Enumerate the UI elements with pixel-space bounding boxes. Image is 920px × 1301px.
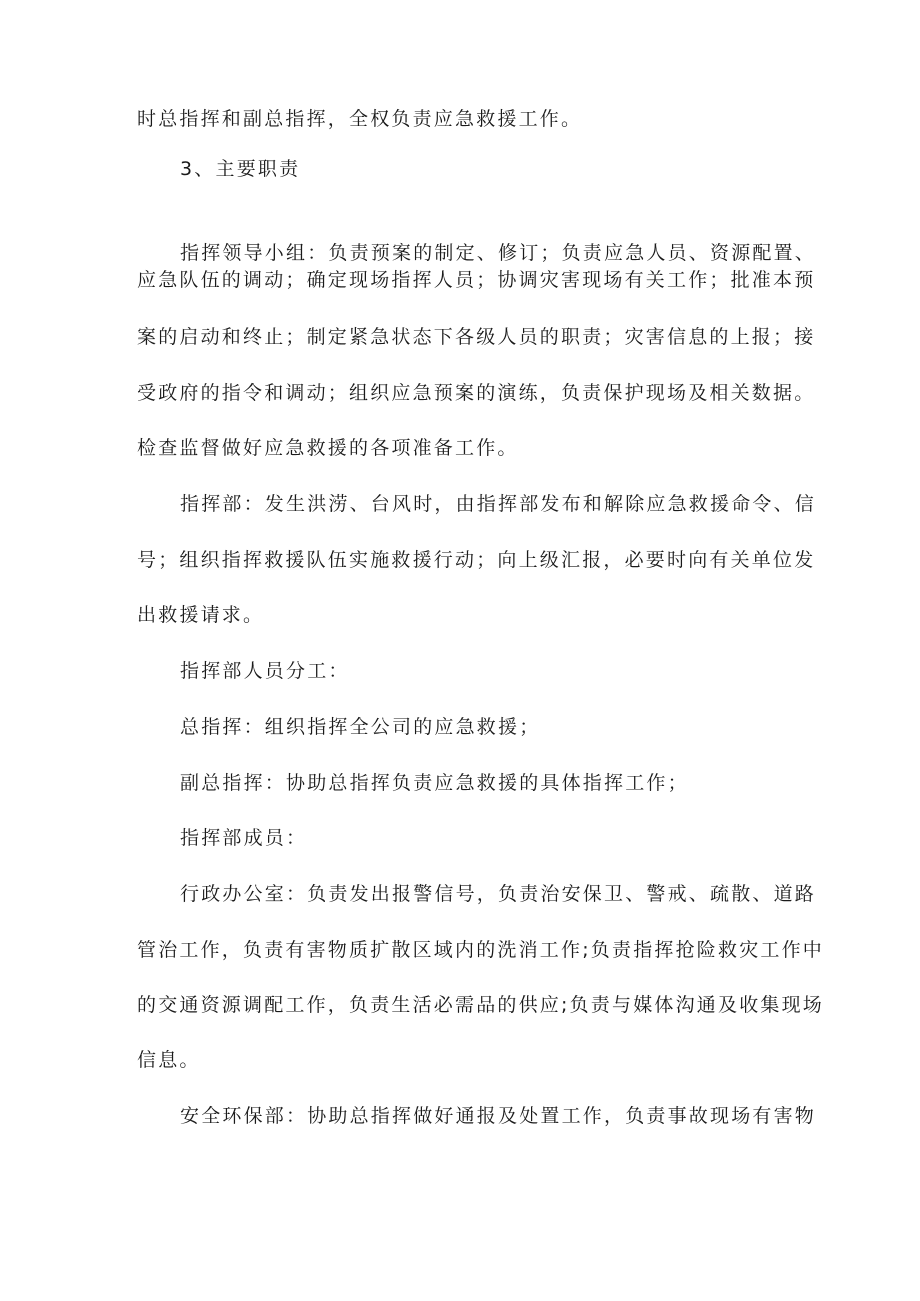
text-line-3: 指挥领导小组：负责预案的制定、修订；负责应急人员、资源配置、 (180, 242, 817, 264)
text-line-16: 管治工作，负责有害物质扩散区域内的洗消工作;负责指挥抢险救灾工作中 (137, 939, 825, 961)
text-line-10: 出救援请求。 (137, 604, 265, 626)
text-line-5: 案的启动和终止；制定紧急状态下各级人员的职责；灾害信息的上报；接 (137, 326, 816, 348)
text-line-18: 信息。 (137, 1049, 201, 1071)
text-line-4: 应急队伍的调动；确定现场指挥人员；协调灾害现场有关工作；批准本预 (137, 269, 816, 291)
text-line-1: 时总指挥和副总指挥，全权负责应急救援工作。 (137, 108, 583, 130)
text-line-11: 指挥部人员分工： (180, 660, 350, 682)
text-line-12: 总指挥：组织指挥全公司的应急救援； (180, 716, 541, 738)
section-heading: 3、主要职责 (180, 158, 301, 180)
text-line-14: 指挥部成员： (180, 827, 308, 849)
text-line-13: 副总指挥：协助总指挥负责应急救援的具体指挥工作； (180, 772, 689, 794)
text-line-9: 号；组织指挥救援队伍实施救援行动；向上级汇报，必要时向有关单位发 (137, 549, 816, 571)
text-line-7: 检查监督做好应急救援的各项准备工作。 (137, 437, 519, 459)
text-line-8: 指挥部：发生洪涝、台风时，由指挥部发布和解除应急救援命令、信 (180, 493, 817, 515)
text-line-15: 行政办公室：负责发出报警信号，负责治安保卫、警戒、疏散、道路 (180, 883, 817, 905)
text-line-17: 的交通资源调配工作，负责生活必需品的供应;负责与媒体沟通及收集现场 (137, 994, 825, 1016)
text-line-19: 安全环保部：协助总指挥做好通报及处置工作，负责事故现场有害物 (180, 1105, 817, 1127)
text-line-6: 受政府的指令和调动；组织应急预案的演练，负责保护现场及相关数据。 (137, 382, 816, 404)
